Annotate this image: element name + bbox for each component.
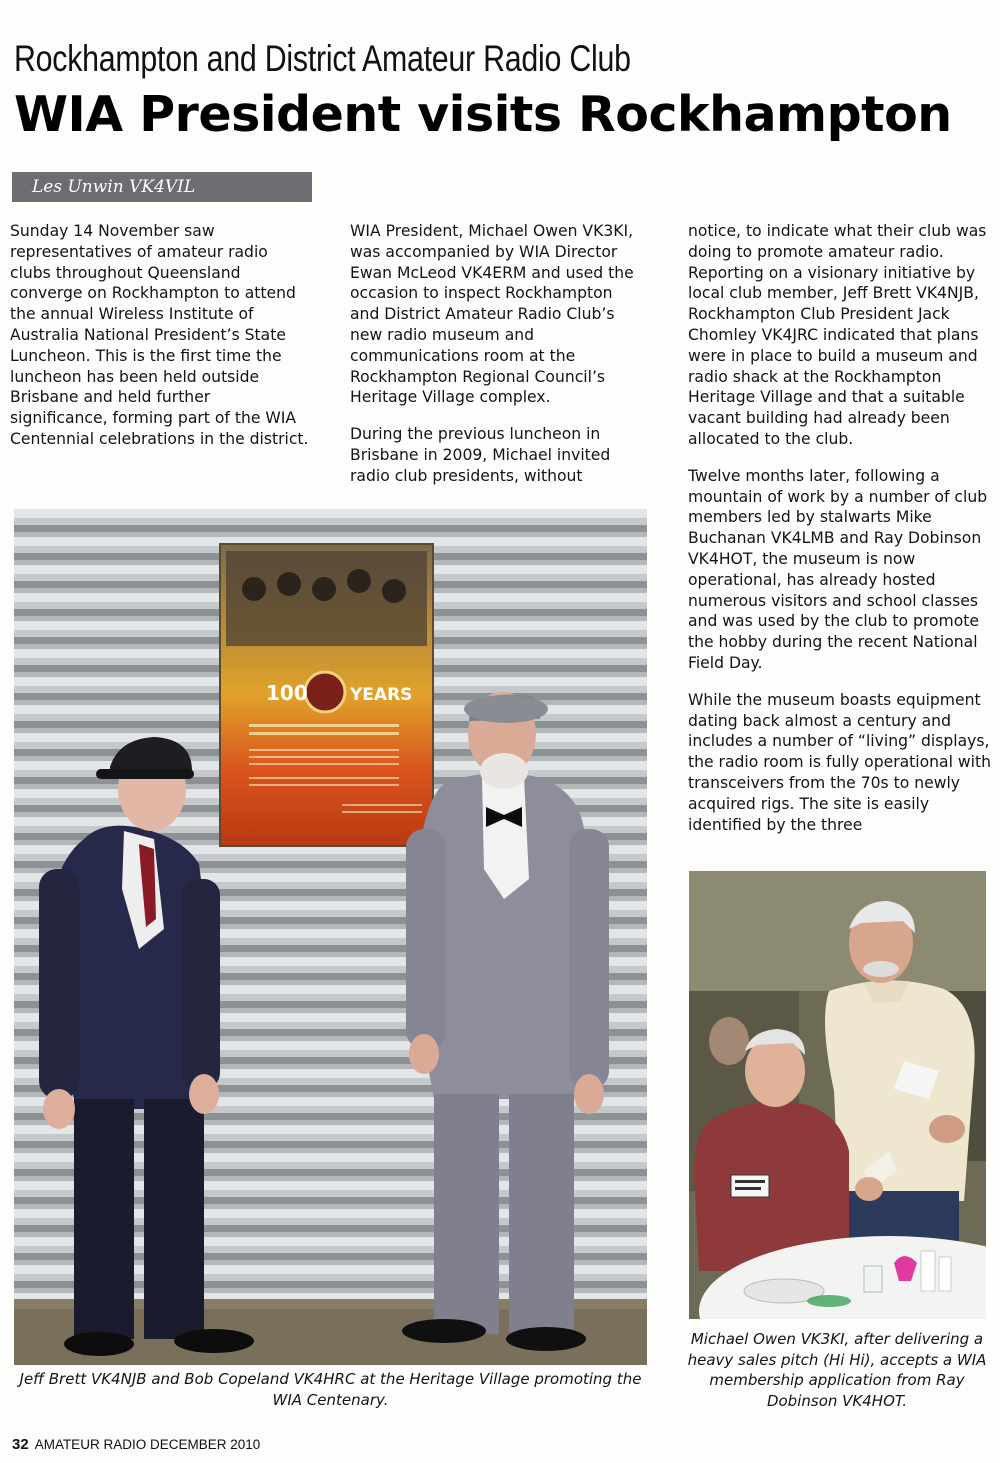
article-headline: WIA President visits Rockhampton [14, 86, 952, 143]
main-photo [14, 509, 647, 1365]
page-footer [12, 1436, 260, 1453]
side-photo-illustration [689, 871, 986, 1319]
side-photo [689, 871, 986, 1319]
publication-line: AMATEUR RADIO DECEMBER 2010 [34, 1437, 261, 1452]
paragraph: Twelve months later, following a mountain of work by a number of club members led by stalwarts Mike Buchanan VK4LMB and Ray Dobinson VK4HOT, the museum is now operational, has already hosted numerous visitors and school classes and was used by the club to promote the hobby during the recent National Field Day. [688, 466, 988, 672]
author-byline: Les Unwin VK4VIL [12, 172, 312, 202]
paragraph: While the museum boasts equipment dating back almost a century and includes a number of “living” displays, the radio room is fully operational with transceivers from the 70s to newly acquired rigs. The site is easily identified by the three [688, 690, 991, 834]
article-column-3 [688, 221, 998, 835]
main-photo-illustration [14, 509, 647, 1365]
main-photo-caption: Jeff Brett VK4NJB and Bob Copeland VK4HRC at the Heritage Village promoting the WIA Centenary. [19, 1370, 642, 1409]
paragraph: WIA President, Michael Owen VK3KI, was accompanied by WIA Director Ewan McLeod VK4ERM and used the occasion to inspect Rockhampton and District Amateur Radio Club’s new radio museum and communications room at the Rockhampton Regional Council’s Heritage Village complex. [350, 222, 634, 407]
article-column-1 [10, 221, 310, 450]
poster-number: 100 [266, 681, 308, 705]
poster-word: YEARS [350, 685, 413, 705]
paragraph: notice, to indicate what their club was doing to promote amateur radio. Reporting on a visionary initiative by local club member, Jeff Brett VK4NJB, Rockhampton Club President Jack Chomley VK4JRC indicated that plans were in place to build a museum and radio shack at the Rockhampton Heritage Village and that a suitable vacant building had already been allocated to the club. [688, 222, 987, 448]
page-number: 32 [12, 1436, 29, 1453]
side-photo-caption: Michael Owen VK3KI, after delivering a heavy sales pitch (Hi Hi), accepts a WIA membership application from Ray Dobinson VK4HOT. [687, 1330, 987, 1410]
paragraph: Sunday 14 November saw representatives of amateur radio clubs throughout Queensland converge on Rockhampton to attend the annual Wireless Institute of Australia National President’s State Luncheon. This is the first time the luncheon has been held outside Brisbane and held further significance, forming part of the WIA Centennial celebrations in the district. [10, 222, 309, 448]
section-kicker: Rockhampton and District Amateur Radio Club [14, 38, 631, 79]
paragraph: During the previous luncheon in Brisbane in 2009, Michael invited radio club presidents, without [350, 425, 611, 485]
article-column-2 [350, 221, 646, 487]
centenary-poster [220, 544, 433, 846]
